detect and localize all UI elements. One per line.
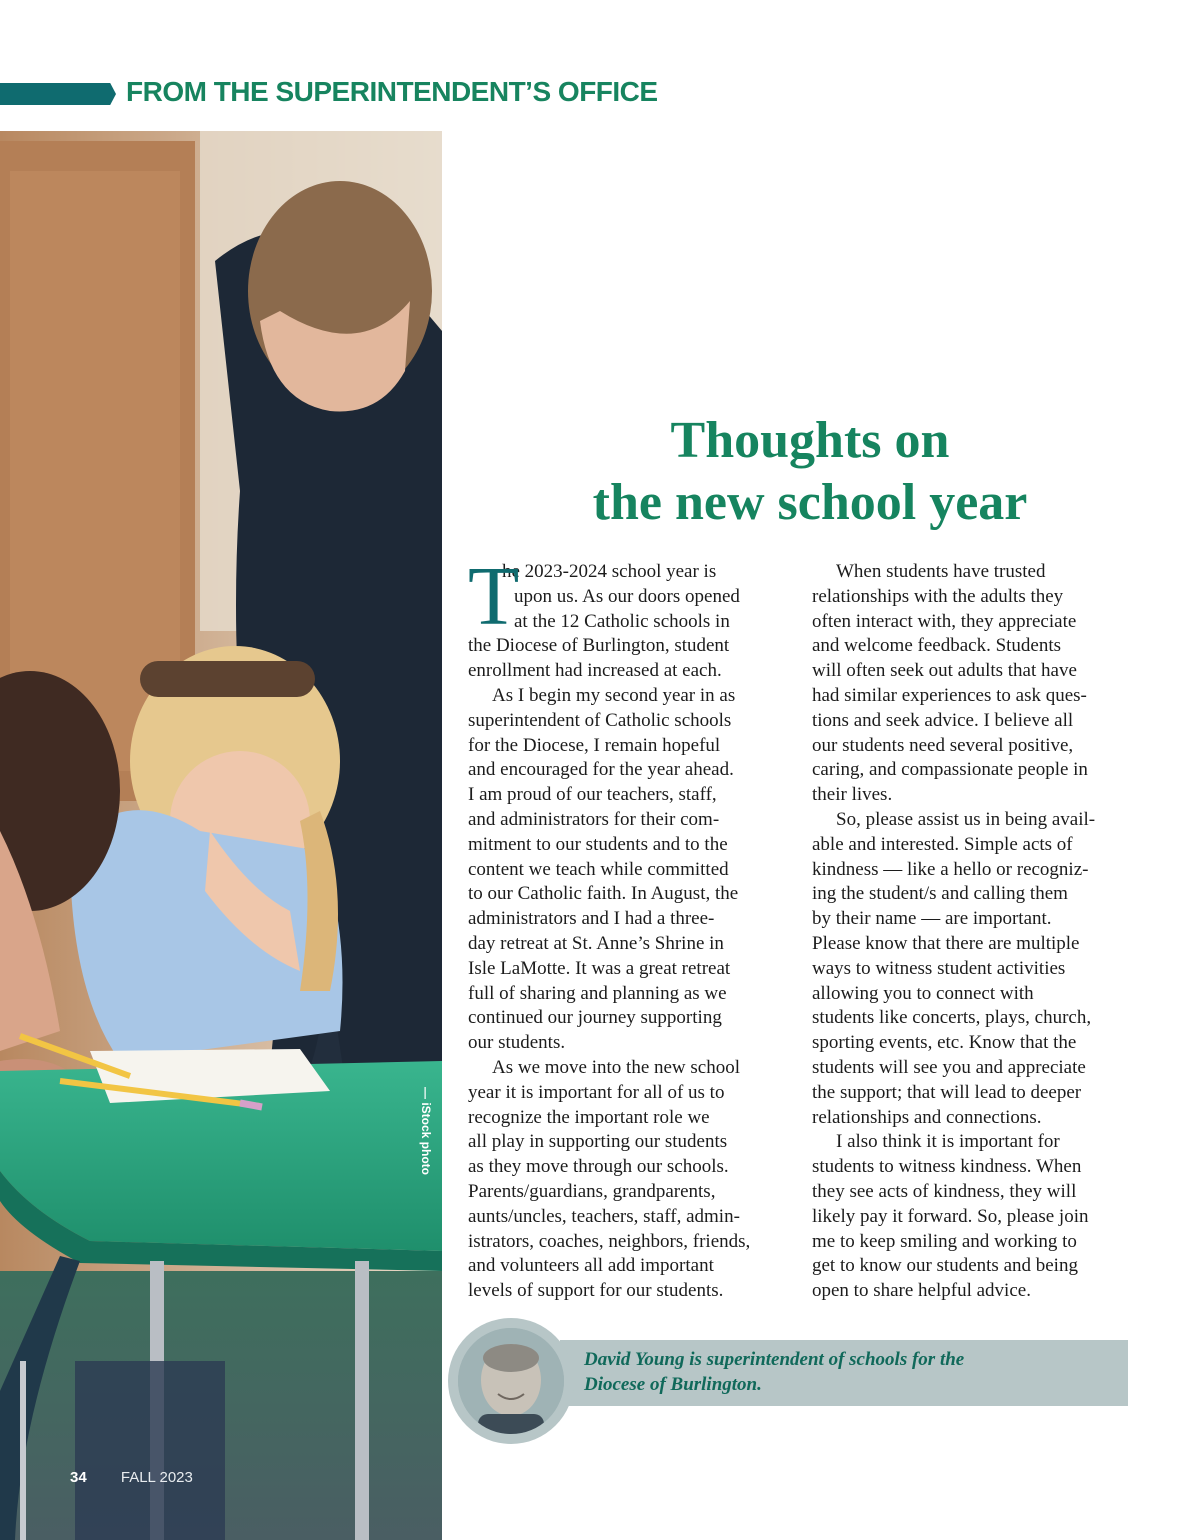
article-line: enrollment had increased at each. bbox=[468, 660, 722, 682]
article-column-right bbox=[812, 560, 1132, 1304]
article-line: As I begin my second year in as bbox=[492, 684, 736, 706]
article-headline bbox=[470, 410, 1150, 534]
article-line: ing the student/s and calling them bbox=[812, 883, 1068, 905]
author-bio-line-2: Diocese of Burlington. bbox=[584, 1374, 762, 1395]
article-line: I am proud of our teachers, staff, bbox=[468, 784, 717, 806]
article-line: year it is important for all of us to bbox=[468, 1081, 725, 1103]
article-line: day retreat at St. Anne’s Shrine in bbox=[468, 932, 724, 954]
article-line: all play in supporting our students bbox=[468, 1131, 728, 1153]
drop-cap-paragraph bbox=[468, 550, 792, 643]
article-line: they see acts of kindness, they will bbox=[812, 1180, 1077, 1202]
author-portrait-illustration bbox=[458, 1328, 564, 1434]
article-line: tions and seek advice. I believe all bbox=[812, 709, 1074, 731]
article-line: caring, and compassionate people in bbox=[812, 759, 1088, 781]
article-line: upon us. As our doors opened bbox=[514, 585, 740, 607]
article-line: levels of support for our students. bbox=[468, 1280, 724, 1302]
article-line: had similar experiences to ask ques- bbox=[812, 684, 1087, 706]
article-line: as they move through our schools. bbox=[468, 1156, 729, 1178]
drop-cap: T bbox=[468, 550, 520, 643]
article-line: ways to witness student activities bbox=[812, 957, 1066, 979]
author-bio bbox=[584, 1347, 1104, 1397]
article-line: the support; that will lead to deeper bbox=[812, 1081, 1082, 1103]
article-line: our students need several positive, bbox=[812, 734, 1074, 756]
article-line: likely pay it forward. So, please join bbox=[812, 1205, 1089, 1227]
classroom-photo bbox=[0, 131, 442, 1540]
article-line: full of sharing and planning as we bbox=[468, 982, 727, 1004]
article-line: kindness — like a hello or recogniz- bbox=[812, 858, 1089, 880]
article-line: students like concerts, plays, church, bbox=[812, 1007, 1092, 1029]
article-line: students to witness kindness. When bbox=[812, 1156, 1082, 1178]
article-line: will often seek out adults that have bbox=[812, 660, 1077, 682]
article-line: I also think it is important for bbox=[836, 1131, 1060, 1153]
article-line: continued our journey supporting bbox=[468, 1007, 722, 1029]
headline-line-2: the new school year bbox=[592, 474, 1028, 531]
article-line: and encouraged for the year ahead. bbox=[468, 759, 734, 781]
article-line: sporting events, etc. Know that the bbox=[812, 1032, 1077, 1054]
article-line: and administrators for their com- bbox=[468, 808, 720, 830]
article-line: at the 12 Catholic schools in bbox=[514, 610, 730, 632]
article-line: students will see you and appreciate bbox=[812, 1056, 1086, 1078]
author-bio-line-1: David Young is superintendent of schools for the bbox=[584, 1349, 965, 1370]
article-line: mitment to our students and to the bbox=[468, 833, 728, 855]
article-line: and welcome feedback. Students bbox=[812, 635, 1062, 657]
page-number: 34 bbox=[70, 1469, 87, 1486]
article-line: get to know our students and being bbox=[812, 1255, 1078, 1277]
article-line: administrators and I had a three- bbox=[468, 908, 715, 930]
classroom-photo-illustration bbox=[0, 131, 442, 1540]
article-line: their lives. bbox=[812, 784, 893, 806]
article-line: superintendent of Catholic schools bbox=[468, 709, 732, 731]
article-line: Please know that there are multiple bbox=[812, 932, 1080, 954]
article-line: So, please assist us in being avail- bbox=[836, 808, 1096, 830]
author-headshot bbox=[458, 1328, 564, 1434]
article-line: open to share helpful advice. bbox=[812, 1280, 1031, 1302]
headline-line-1: Thoughts on bbox=[670, 412, 950, 469]
article-line: When students have trusted bbox=[836, 561, 1046, 582]
article-line: recognize the important role we bbox=[468, 1106, 710, 1128]
article-line: Isle LaMotte. It was a great retreat bbox=[468, 957, 731, 979]
article-line: allowing you to connect with bbox=[812, 982, 1034, 1004]
article-line: and volunteers all add important bbox=[468, 1255, 714, 1277]
article-line: often interact with, they appreciate bbox=[812, 610, 1077, 632]
article-line: aunts/uncles, teachers, staff, admin- bbox=[468, 1205, 740, 1227]
article-line: our students. bbox=[468, 1032, 566, 1054]
section-header: FROM THE SUPERINTENDENT’S OFFICE bbox=[126, 76, 658, 107]
folio bbox=[70, 1469, 193, 1486]
article-line: the Diocese of Burlington, student bbox=[468, 635, 730, 657]
article-line: relationships and connections. bbox=[812, 1106, 1042, 1128]
article-line: Parents/guardians, grandparents, bbox=[468, 1180, 716, 1202]
article-line: able and interested. Simple acts of bbox=[812, 833, 1073, 855]
article-line: me to keep smiling and working to bbox=[812, 1230, 1077, 1252]
article-line: relationships with the adults they bbox=[812, 585, 1064, 607]
article-column-left bbox=[468, 550, 792, 1304]
section-arrow-bar bbox=[0, 83, 116, 105]
article-line: by their name — are important. bbox=[812, 908, 1052, 930]
photo-credit: — iStock photo bbox=[419, 1087, 433, 1175]
article-line: content we teach while committed bbox=[468, 858, 729, 880]
article-line: istrators, coaches, neighbors, friends, bbox=[468, 1230, 751, 1252]
article-line: he 2023-2024 school year is bbox=[502, 561, 717, 582]
article-line: to our Catholic faith. In August, the bbox=[468, 883, 739, 905]
article-line: As we move into the new school bbox=[492, 1056, 741, 1078]
article-line: for the Diocese, I remain hopeful bbox=[468, 734, 721, 756]
issue-label: FALL 2023 bbox=[120, 1469, 193, 1486]
